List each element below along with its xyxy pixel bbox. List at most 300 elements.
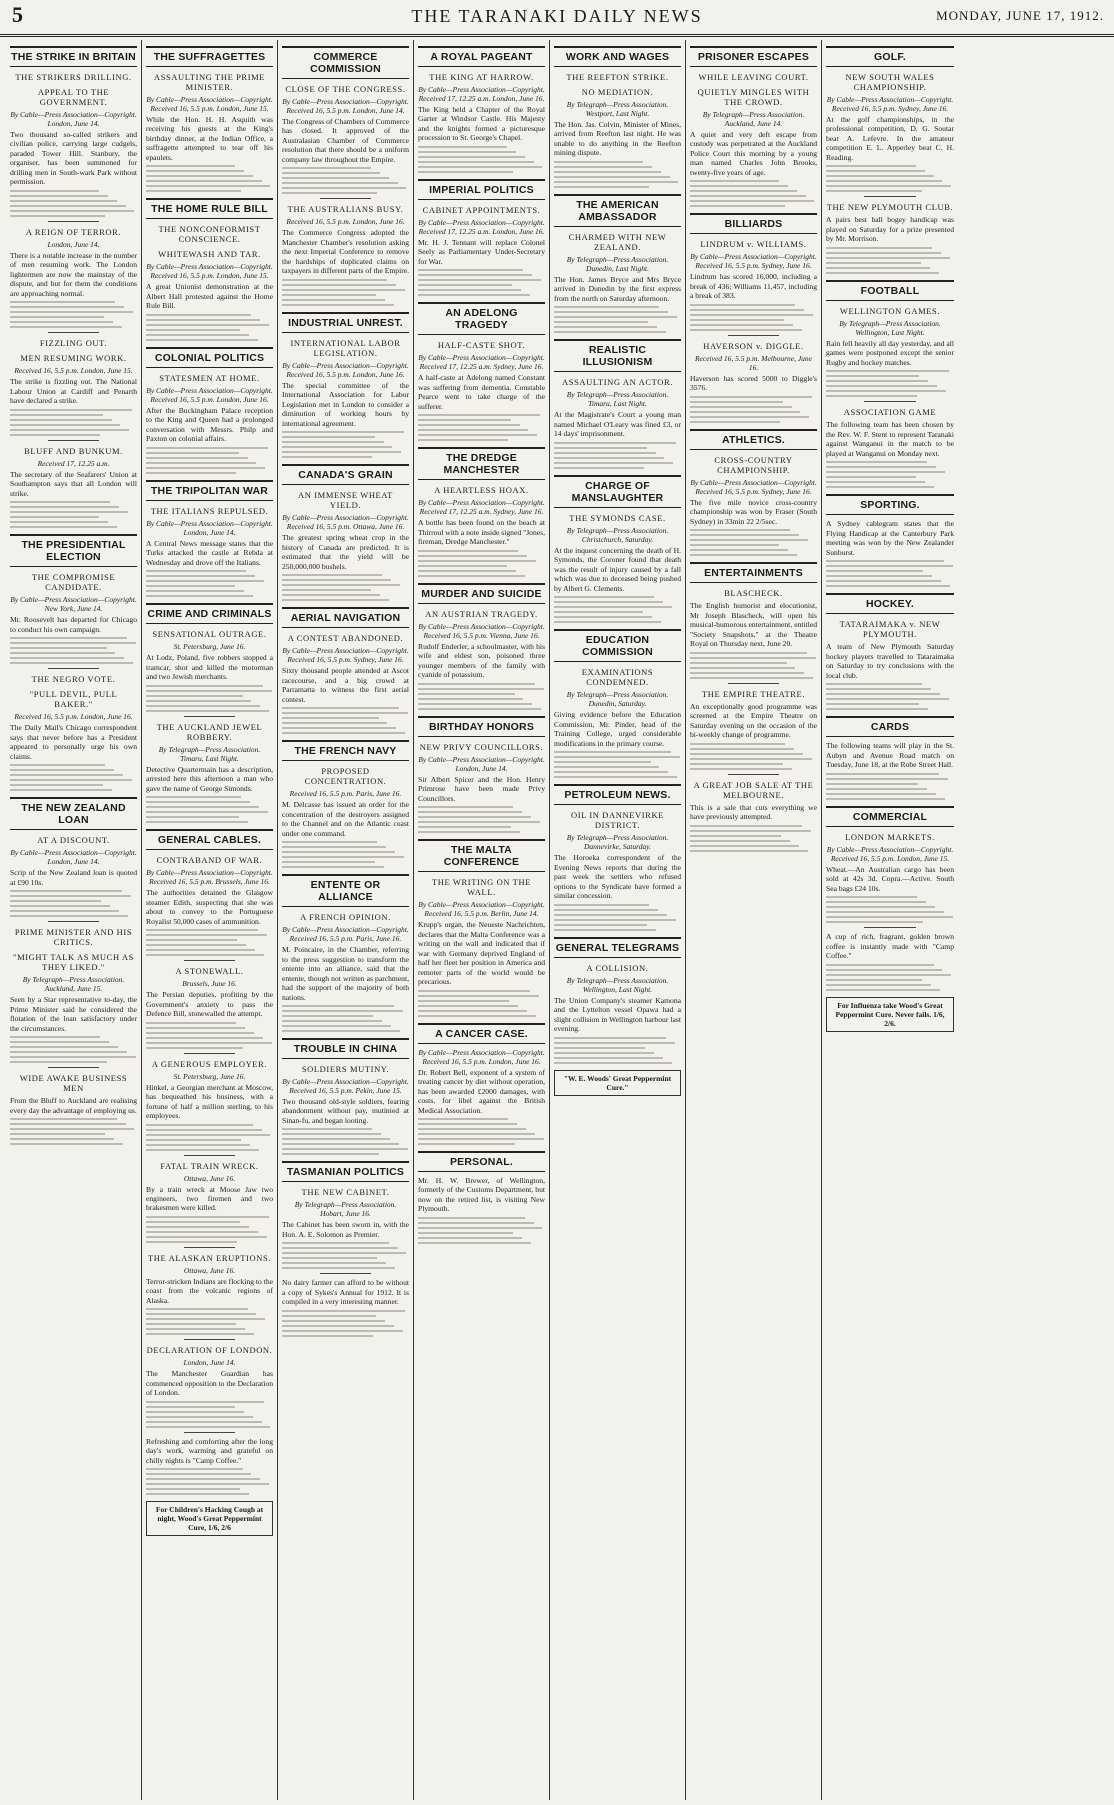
dateline: By Telegraph—Press Association. Wellington, Last Night.: [839, 318, 941, 337]
text-line: [282, 579, 391, 581]
article-body: Dr. Robert Bell, exponent of a system of treating cancer by diet without operation, has been awarded £2000 damages, with costs, for libel against the British Medical Association.: [418, 1067, 545, 1115]
divider: [184, 1339, 235, 1340]
text-line: [10, 424, 120, 426]
text-line: [10, 1123, 126, 1125]
article-heading: CRIME AND CRIMINALS: [146, 603, 273, 624]
article: [146, 46, 273, 192]
article-body: The Manchester Guardian has commenced opposition to the Declaration of London.: [146, 1369, 273, 1398]
article-heading: A CANCER CASE.: [418, 1023, 545, 1044]
text-line: [146, 1401, 264, 1403]
text-line: [282, 1010, 403, 1012]
article-subheading: A CONTEST ABANDONED.: [287, 633, 404, 644]
article-subheading: ASSAULTING AN ACTOR.: [562, 377, 673, 388]
article: [282, 740, 409, 868]
text-line: [690, 554, 797, 556]
text-line: [554, 457, 664, 459]
text-line: [146, 165, 235, 167]
dateline: Received 16, 5.5 p.m. Paris, June 16.: [289, 789, 402, 799]
column-6: [686, 40, 822, 1800]
article-subheading: WHILE LEAVING COURT.: [698, 72, 809, 82]
article-subheading: HALF-CASTE SHOT.: [437, 340, 526, 351]
text-line: [146, 949, 255, 951]
article-body: After the Buckingham Palace reception to the King and Queen had a prolonged conversation with Messrs. Philp and Paxton on colonial affairs.: [146, 405, 273, 444]
text-line: [690, 743, 785, 745]
article-body: Sixty thousand people attended at Ascot racecourse, and a big crowd at Parramatta to witness the first aerial contest.: [282, 666, 409, 704]
dateline: By Cable—Press Association—Copyright. Received 17, 12.25 a.m. London, June 16.: [418, 85, 545, 103]
text-line: [690, 544, 779, 546]
text-line: [10, 1051, 127, 1053]
text-line: [826, 471, 945, 473]
text-line: [554, 909, 658, 911]
article: [690, 213, 817, 330]
dateline: By Cable—Press Association—Copyright. London, June 14.: [10, 110, 137, 128]
article: [146, 1247, 273, 1335]
dateline: By Cable—Press Association—Copyright. New York, June 14.: [10, 595, 137, 614]
text-line: [690, 825, 802, 827]
text-line: [282, 192, 377, 194]
text-line: [418, 289, 521, 291]
article: [826, 927, 954, 990]
text-line: [282, 1138, 390, 1140]
article-subheading: THE ALASKAN ERUPTIONS.: [148, 1252, 271, 1263]
text-line: [146, 339, 258, 341]
article-subheading: A STONEWALL.: [175, 966, 244, 977]
text-line: [690, 549, 788, 551]
article-heading: A ROYAL PAGEANT: [418, 46, 545, 67]
article-subheading: THE STRIKERS DRILLING.: [15, 72, 132, 82]
text-line: [10, 190, 99, 192]
text-line: [554, 766, 659, 768]
text-line: [690, 416, 809, 418]
article-heading: THE TRIPOLITAN WAR: [146, 480, 273, 501]
text-line: [554, 311, 668, 313]
article-heading: THE NEW ZEALAND LOAN: [10, 797, 137, 830]
text-line: [554, 442, 676, 444]
article-subheading: FIZZLING OUT.: [39, 338, 108, 349]
text-line: [418, 570, 516, 572]
text-line: [418, 424, 520, 426]
columns: [6, 40, 1108, 1800]
article-body: Two thousand old-style soldiers, fearing abandonment without pay, mutinied at Sinan-fu, and began looting.: [282, 1096, 409, 1125]
article-body: A quiet and very deft escape from custody was perpetrated at the Auckland Police Court this morning by a young man named Charles John Brooks, twenty-five years of age.: [690, 130, 817, 177]
text-line: [282, 446, 392, 448]
text-line: [554, 166, 652, 168]
text-line: [690, 763, 783, 765]
article-heading: CARDS: [826, 716, 954, 737]
text-line: [146, 695, 243, 697]
article-subheading: SOLDIERS MUTINY.: [301, 1063, 390, 1074]
text-line: [282, 1330, 403, 1332]
text-line: [282, 584, 400, 586]
text-line: [826, 788, 927, 790]
text-line: [418, 1143, 515, 1145]
divider: [48, 921, 99, 922]
article-body: A Central News message states that the Turks attacked the castle at Rebda at Wednesday and drove off the Italians.: [146, 538, 273, 567]
dateline: By Cable—Press Association—Copyright. London, June 14.: [10, 848, 137, 867]
text-line: [826, 375, 919, 377]
divider: [48, 1067, 99, 1068]
text-line: [554, 606, 672, 608]
article: [146, 603, 273, 711]
text-line: [282, 717, 379, 719]
dateline: By Telegraph—Press Association. Timaru, Last Night.: [158, 744, 261, 763]
article-subheading: THE REEFTON STRIKE.: [566, 72, 669, 82]
text-line: [282, 707, 399, 709]
article-heading: ATHLETICS.: [690, 429, 817, 450]
text-line: [826, 180, 942, 182]
dateline: Brussels, June 16.: [182, 979, 237, 989]
text-line: [10, 1056, 136, 1058]
text-line: [826, 390, 946, 392]
article: [282, 46, 409, 194]
text-line: [418, 1133, 535, 1135]
text-line: [146, 175, 253, 177]
article-body: The five mile novice cross-country championship was won by Fraser (South Sydney) in 33min 22 2/5sec.: [690, 497, 817, 526]
article: [826, 806, 954, 923]
article-subheading: THE KING AT HARROW.: [429, 72, 534, 82]
article: [826, 46, 954, 192]
article: [826, 401, 954, 488]
article-body: A team of New Plymouth Saturday hockey players travelled to Tataraimaka on Saturday to try conclusions with the local club.: [826, 642, 954, 680]
text-line: [10, 205, 126, 207]
text-line: [826, 175, 934, 177]
article-body: At the inquest concerning the death of H. Symonds, the Coroner found that death was the result of injury caused by a fall which was due to deceased being pushed by Albert G. Clements.: [554, 545, 681, 593]
article-subheading: A HEARTLESS HOAX.: [434, 485, 529, 496]
article: [282, 198, 409, 305]
text-line: [690, 677, 813, 679]
article-subheading: NEW PRIVY COUNCILLORS.: [419, 741, 544, 752]
article-body: The Daily Mail's Chicago correspondent says that never before has a President appeared to personally urge his own claims.: [10, 723, 137, 761]
article: [690, 46, 817, 207]
article-heading: THE AMERICAN AMBASSADOR: [554, 194, 681, 227]
text-line: [146, 1488, 240, 1490]
article-subheading: NEW SOUTH WALES CHAMPIONSHIP.: [845, 72, 935, 92]
text-line: [146, 1047, 243, 1049]
article: [690, 774, 817, 852]
dateline: By Cable—Press Association—Copyright. Received 16, 5.5 p.m. London, June 14.: [282, 97, 409, 115]
article-subheading-2: "MIGHT TALK AS MUCH AS THEY LIKED.": [13, 952, 134, 973]
article-heading: THE DREDGE MANCHESTER: [418, 447, 545, 480]
dateline: By Cable—Press Association—Copyright. Received 16, 5.5 p.m. Paris, June 16.: [282, 925, 409, 944]
divider: [728, 774, 779, 775]
text-line: [146, 1032, 254, 1034]
text-line: [418, 279, 541, 281]
text-line: [10, 1046, 118, 1048]
article-subheading: THE COMPROMISE CANDIDATE.: [31, 572, 116, 593]
dateline: By Cable—Press Association—Copyright. Received 16, 5.5 p.m. London, June 16.: [282, 360, 409, 379]
article-body: Wheat.—An Australian cargo has been sold at 42s 3d. Copra.—Active. South Sea bags £24 10s.: [826, 864, 954, 893]
text-line: [146, 1426, 270, 1428]
article-heading: WORK AND WAGES: [554, 46, 681, 67]
text-line: [282, 856, 404, 858]
text-line: [690, 329, 802, 331]
text-line: [554, 331, 666, 333]
text-line: [282, 1325, 394, 1327]
text-line: [418, 419, 511, 421]
text-line: [554, 1057, 663, 1059]
divider: [320, 198, 371, 199]
text-line: [826, 911, 944, 913]
article-body: The following teams will play in the St. Aubyn and Avenue Road match on Tuesday, June 18, at the Robe Street Hall.: [826, 741, 954, 770]
article-heading: COLONIAL POLITICS: [146, 347, 273, 368]
text-line: [418, 1217, 525, 1219]
text-line: [690, 662, 787, 664]
text-line: [826, 570, 923, 572]
dateline: By Telegraph—Press Association. Hobart, June 16.: [294, 1200, 397, 1219]
article: [418, 839, 545, 1016]
text-line: [282, 431, 404, 433]
text-line: [418, 708, 541, 710]
text-line: [826, 257, 950, 259]
article-heading: AERIAL NAVIGATION: [282, 607, 409, 628]
text-line: [146, 452, 239, 454]
article-body: Detective Quartermain has a description, arrested here this afternoon a man who gave the name of George Simonds.: [146, 764, 273, 793]
article-heading: FOOTBALL: [826, 280, 954, 301]
article: [826, 494, 954, 587]
text-line: [146, 954, 264, 956]
article-subheading: WIDE AWAKE BUSINESS MEN: [19, 1073, 128, 1094]
article-subheading: THE SYMONDS CASE.: [569, 512, 666, 523]
text-line: [282, 182, 398, 184]
article: [282, 874, 409, 1032]
text-line: [690, 195, 806, 197]
text-line: [554, 171, 661, 173]
article-subheading: HAVERSON v. DIGGLE.: [703, 340, 804, 351]
article: [690, 683, 817, 770]
text-line: [146, 570, 246, 572]
text-line: [690, 850, 808, 852]
article-subheading: ASSAULTING THE PRIME MINISTER.: [153, 72, 266, 92]
text-line: [826, 698, 949, 700]
text-line: [826, 170, 925, 172]
text-line: [146, 934, 267, 936]
text-line: [826, 486, 934, 488]
text-line: [690, 845, 799, 847]
article-body: The King held a Chapter of the Royal Garter at Windsor Castle. His Majesty and the knights formed a picturesque procession to St. George's Chapel.: [418, 105, 545, 143]
article-subheading: THE NONCONFORMIST CONSCIENCE.: [158, 224, 261, 245]
text-line: [146, 1318, 265, 1320]
text-line: [146, 575, 255, 577]
text-line: [10, 301, 115, 303]
text-line: [146, 324, 269, 326]
text-line: [418, 156, 525, 158]
text-line: [282, 451, 401, 453]
dateline: By Cable—Press Association—Copyright. Received 17, 12.25 a.m. Sydney, June 16.: [418, 498, 545, 517]
text-line: [826, 916, 953, 918]
text-line: [282, 441, 384, 443]
text-line: [146, 1468, 243, 1470]
article-body: The Persian deputies, profiting by the Government's anxiety to pass the Defence Bill, stonewalled the attempt.: [146, 990, 273, 1019]
issue-date: MONDAY, JUNE 17, 1912.: [936, 8, 1104, 23]
text-line: [418, 284, 512, 286]
divider: [184, 1247, 235, 1248]
text-line: [146, 801, 250, 803]
text-line: [146, 314, 251, 316]
article-heading: PETROLEUM NEWS.: [554, 784, 681, 805]
text-line: [10, 516, 99, 518]
text-line: [10, 1061, 107, 1063]
text-line: [146, 1473, 251, 1475]
text-line: [282, 851, 395, 853]
article: [10, 440, 137, 528]
text-line: [554, 1037, 666, 1039]
article-body: Mr. H. W. Brewer, of Wellington, formerly of the Customs Department, but now on the retired list, is visiting New Plymouth.: [418, 1175, 545, 1214]
article: [146, 960, 273, 1048]
text-line: [418, 414, 540, 416]
article-subheading: FATAL TRAIN WRECK.: [160, 1160, 259, 1171]
article: [146, 829, 273, 956]
text-line: [826, 979, 922, 981]
column-7: [822, 40, 958, 1800]
divider: [864, 196, 915, 197]
text-line: [826, 262, 921, 264]
text-line: [146, 580, 264, 582]
article-body: The Hon. James Bryce and Mrs Bryce arrived in Dunedin by the first express from the north on Saturday afternoon.: [554, 274, 681, 303]
article-subheading: A GENEROUS EMPLOYER.: [151, 1058, 268, 1069]
text-line: [282, 1153, 379, 1155]
article-subheading: CABINET APPOINTMENTS.: [422, 204, 541, 215]
article: [10, 534, 137, 664]
dateline: By Cable—Press Association—Copyright. Received 16, 5.5 p.m. London, June 16.: [146, 385, 273, 404]
article-subheading-2: APPEAL TO THE GOVERNMENT.: [37, 87, 110, 107]
dateline: By Cable—Press Association—Copyright. Received 16, 5.5 p.m. London, June 15.: [146, 95, 273, 113]
text-line: [146, 1313, 256, 1315]
text-line: [826, 683, 922, 685]
article-body: This is a sale that cuts everything we have previously attempted.: [690, 802, 817, 822]
text-line: [10, 414, 103, 416]
article-heading: ENTERTAINMENTS: [690, 562, 817, 583]
text-line: [418, 146, 507, 148]
dateline: Received 17, 12.25 a.m.: [37, 458, 110, 468]
dateline: By Cable—Press Association—Copyright. Received 16, 5.5 p.m. Sydney, June 16.: [690, 252, 817, 271]
article-body: Scrip of the New Zealand loan is quoted at £90 10s.: [10, 868, 137, 887]
article: [10, 332, 137, 435]
text-line: [826, 906, 935, 908]
dateline: London, June 14.: [47, 239, 100, 249]
text-line: [10, 306, 124, 308]
text-line: [418, 166, 542, 168]
text-line: [690, 748, 794, 750]
article-subheading: AN AUSTRIAN TRAGEDY.: [425, 608, 538, 619]
dateline: By Cable—Press Association—Copyright. Received 17, 12.25 a.m. Sydney, June 16.: [418, 353, 545, 372]
text-line: [554, 1062, 672, 1064]
text-line: [146, 811, 268, 813]
text-line: [826, 476, 916, 478]
article-subheading: THE NEGRO VOTE.: [31, 674, 116, 685]
text-line: [826, 481, 925, 483]
text-line: [418, 1123, 517, 1125]
text-line: [826, 252, 941, 254]
text-line: [282, 727, 396, 729]
text-line: [10, 326, 122, 328]
article-heading: TROUBLE IN CHINA: [282, 1038, 409, 1059]
text-line: [282, 304, 394, 306]
text-line: [282, 1015, 373, 1017]
dateline: By Telegraph—Press Association. Westport, Last Night.: [566, 100, 669, 118]
article-body: A bottle has been found on the beach at Thirroul with a note inside signed "Jones, fireman, Dredge Manchester.": [418, 518, 545, 547]
article-body: Krupp's organ, the Neueste Nachrichten, declares that the Malta Conference was a writing on the wall and indicated that if war with Germany deprived England of half her fleet her position in America and remoter parts of the world would be precarious.: [418, 920, 545, 987]
divider: [728, 335, 779, 336]
article: [146, 198, 273, 340]
text-line: [826, 575, 932, 577]
article-body: The Congress of Chambers of Commerce has closed. It approved of the Australasian Chamber of Commerce resolution that there should be a uniform company law throughout the Empire.: [282, 117, 409, 164]
article-body: M. Delcasse has issued an order for the concentration of the destroyers assigned to the Channel and on the Atlantic coast under one command.: [282, 800, 409, 838]
article: [418, 1023, 545, 1145]
dateline: By Cable—Press Association—Copyright. Received 16, 5.5 p.m. Sydney, June 16.: [690, 477, 817, 496]
text-line: [554, 181, 678, 183]
text-line: [418, 693, 515, 695]
text-line: [690, 830, 811, 832]
text-line: [554, 316, 677, 318]
article-body: Seen by a Star representative to-day, the Prime Minister said he considered the flotation of the loan satisfactory under the circumstances.: [10, 995, 137, 1033]
text-line: [282, 177, 389, 179]
text-line: [418, 151, 516, 153]
dateline: By Telegraph—Press Association. Christchurch, Saturday.: [566, 525, 669, 544]
text-line: [826, 793, 936, 795]
text-line: [10, 910, 119, 912]
text-line: [418, 1000, 509, 1002]
article-body: At Lodz, Poland, five robbers stopped a tramcar, shot and killed the motorman and two Jewish merchants.: [146, 653, 273, 682]
divider: [864, 401, 915, 402]
text-line: [826, 190, 922, 192]
text-line: [282, 589, 371, 591]
article-subheading: TATARAIMAKA v. NEW PLYMOUTH.: [839, 619, 941, 640]
text-line: [826, 688, 931, 690]
text-line: [282, 861, 375, 863]
article-body: Two thousand so-called strikers and civilian police, carrying large cudgels, paraded Tower Hill. Stanbury, the organiser, has been summoned for drilling men in South-wark Park without permission.: [10, 130, 137, 187]
article: [418, 46, 545, 173]
article-heading: CHARGE OF MANSLAUGHTER: [554, 475, 681, 508]
article: [554, 46, 681, 188]
article-body: Sir Albert Spicer and the Hon. Henry Primrose have been made Privy Councillors.: [418, 774, 545, 803]
dateline: Received 16, 5.5 p.m. London, June 16.: [286, 217, 405, 227]
text-line: [146, 685, 263, 687]
article: [282, 607, 409, 734]
article-heading: GOLF.: [826, 46, 954, 67]
text-line: [418, 688, 544, 690]
text-line: [282, 284, 396, 286]
text-line: [826, 267, 930, 269]
article-body: A cup of rich, fragrant, golden brown coffee is instantly made with "Camp Coffee.": [826, 932, 954, 961]
article-body: Giving evidence before the Education Commission, Mr. Pinder, head of the Training College, urged considerable modifications in the primary course.: [554, 710, 681, 748]
text-line: [146, 1134, 270, 1136]
article-body: An exceptionally good programme was screened at the Empire Theatre on Saturday evening on the occasion of the bi-weekly change of programme.: [690, 701, 817, 740]
text-line: [146, 806, 259, 808]
article-body: The secretary of the Seafarers' Union at Southampton says that all London will strike.: [10, 469, 137, 498]
text-line: [10, 321, 113, 323]
text-line: [418, 565, 507, 567]
article-heading: PRISONER ESCAPES: [690, 46, 817, 67]
text-line: [554, 751, 671, 753]
article-body: At the Magistrate's Court a young man named Michael O'Leary was fined £3, or 14 days' imprisonment.: [554, 410, 681, 439]
text-line: [690, 190, 797, 192]
text-line: [10, 506, 119, 508]
article: [282, 1038, 409, 1155]
text-line: [826, 395, 917, 397]
text-line: [10, 215, 105, 217]
text-line: [690, 314, 813, 316]
article-body: The Hon. Jas. Colvin, Minister of Mines, arrived from Reefton last night. He was unable to do anything in the Reefton mining dispute.: [554, 120, 681, 158]
text-line: [10, 1128, 134, 1130]
article: [554, 339, 681, 468]
text-line: [690, 657, 816, 659]
text-line: [554, 452, 656, 454]
dateline: By Telegraph—Press Association. Timaru, Last Night.: [566, 390, 669, 409]
article-body: A half-caste at Adelong named Constant was suffering from dementia. Constable Pearce went to take charge of the sufferer.: [418, 373, 545, 411]
text-line: [826, 385, 937, 387]
text-line: [146, 1406, 235, 1408]
text-line: [282, 732, 405, 734]
